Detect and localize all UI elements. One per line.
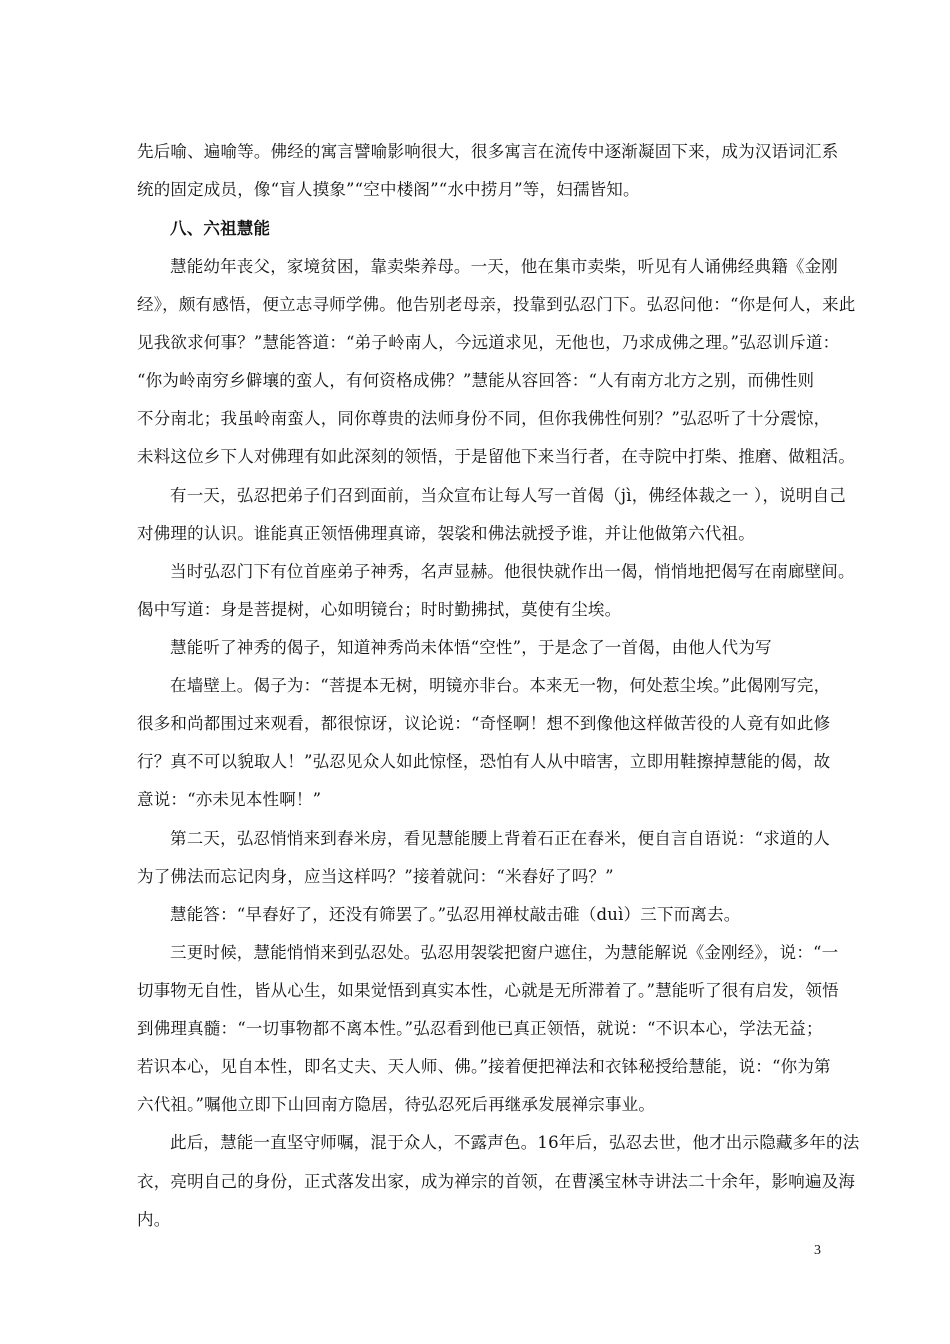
body-text-line: 不分南北；我虽岭南蛮人，同你尊贵的法师身份不同，但你我佛性何别？”弘忍听了十分震惊， [137,409,831,428]
body-text-line: 此后，慧能一直坚守师嘱，混于众人，不露声色。16年后，弘忍去世，他才出示隐藏多年的法 [170,1133,860,1152]
body-text-line: 未料这位乡下人对佛理有如此深刻的领悟，于是留他下来当行者，在寺院中打柴、推磨、做粗活。 [137,447,856,466]
body-text-line: 在墙壁上。偈子为：“菩提本无树，明镜亦非台。本来无一物，何处惹尘埃。”此偈刚写完， [170,676,831,695]
body-text-line: 为了佛法而忘记肉身，应当这样吗？”接着就问：“米舂好了吗？” [137,867,614,886]
body-text-line: 有一天，弘忍把弟子们召到面前，当众宣布让每人写一首偈（jì，佛经体裁之一 ），说明自己 [170,486,846,505]
body-text-line: 六代祖。”嘱他立即下山回南方隐居，待弘忍死后再继承发展禅宗事业。 [137,1095,656,1114]
body-text-line: 统的固定成员，像“盲人摸象”“空中楼阁”“水中捞月”等，妇孺皆知。 [137,180,640,199]
body-text-line: 见我欲求何事？”慧能答道：“弟子岭南人，今远道求见，无他也，乃求成佛之理。”弘忍训斥道： [137,333,840,352]
body-text-line: 慧能听了神秀的偈子，知道神秀尚未体悟“空性”，于是念了一首偈，由他人代为写 [170,638,772,657]
section-heading: 八、六祖慧能 [170,219,271,238]
body-text-line: 对佛理的认识。谁能真正领悟佛理真谛，袈裟和佛法就授予谁，并让他做第六代祖。 [137,524,755,543]
body-text-line: 三更时候，慧能悄悄来到弘忍处。弘忍用袈裟把窗户遮住，为慧能解说《金刚经》，说：“一 [170,943,839,962]
body-text-line: 偈中写道：身是菩提树，心如明镜台；时时勤拂拭，莫使有尘埃。 [137,600,622,619]
body-text-line: 第二天，弘忍悄悄来到舂米房，看见慧能腰上背着石正在舂米，便自言自语说：“求道的人 [170,829,830,848]
body-text-line: 行？真不可以貌取人！”弘忍见众人如此惊怪，恐怕有人从中暗害，立即用鞋擦掉慧能的偈，故 [137,752,831,771]
body-text-line: 意说：“亦未见本性啊！” [137,790,322,809]
body-text-line: 若识本心，见自本性，即名丈夫、天人师、佛。”接着便把禅法和衣钵秘授给慧能，说：“你为第 [137,1057,831,1076]
body-text-line: 内。 [137,1210,171,1229]
body-text-line: 先后喻、遍喻等。佛经的寓言譬喻影响很大，很多寓言在流传中逐渐凝固下来，成为汉语词汇系 [137,142,839,161]
body-text-line: 经》，颇有感悟，便立志寻师学佛。他告别老母亲，投靠到弘忍门下。弘忍问他：“你是何人，来此 [137,295,856,314]
body-text-line: “你为岭南穷乡僻壤的蛮人，有何资格成佛？”慧能从容回答：“人有南方北方之别，而佛性则 [137,371,815,390]
body-text-line: 切事物无自性，皆从心生，如果觉悟到真实本性，心就是无所滞着了。”慧能听了很有启发，领悟 [137,981,839,1000]
body-text-line: 当时弘忍门下有位首座弟子神秀，名声显赫。他很快就作出一偈，悄悄地把偈写在南廊壁间。 [170,562,855,581]
body-text-line: 慧能答：“早舂好了，还没有筛罢了。”弘忍用禅杖敲击碓（duì）三下而离去。 [170,905,741,924]
page-number: 3 [814,1243,821,1258]
body-text-line: 很多和尚都围过来观看，都很惊讶，议论说：“奇怪啊！想不到像他这样做苦役的人竟有如此修 [137,714,831,733]
body-text-line: 慧能幼年丧父，家境贫困，靠卖柴养母。一天，他在集市卖柴，听见有人诵佛经典籍《金刚 [170,257,838,276]
body-text-line: 衣，亮明自己的身份，正式落发出家，成为禅宗的首领，在曹溪宝林寺讲法二十余年，影响遍及海 [137,1172,856,1191]
body-text-line: 到佛理真髓：“一切事物都不离本性。”弘忍看到他已真正领悟，就说：“不识本心，学法无益； [137,1019,823,1038]
